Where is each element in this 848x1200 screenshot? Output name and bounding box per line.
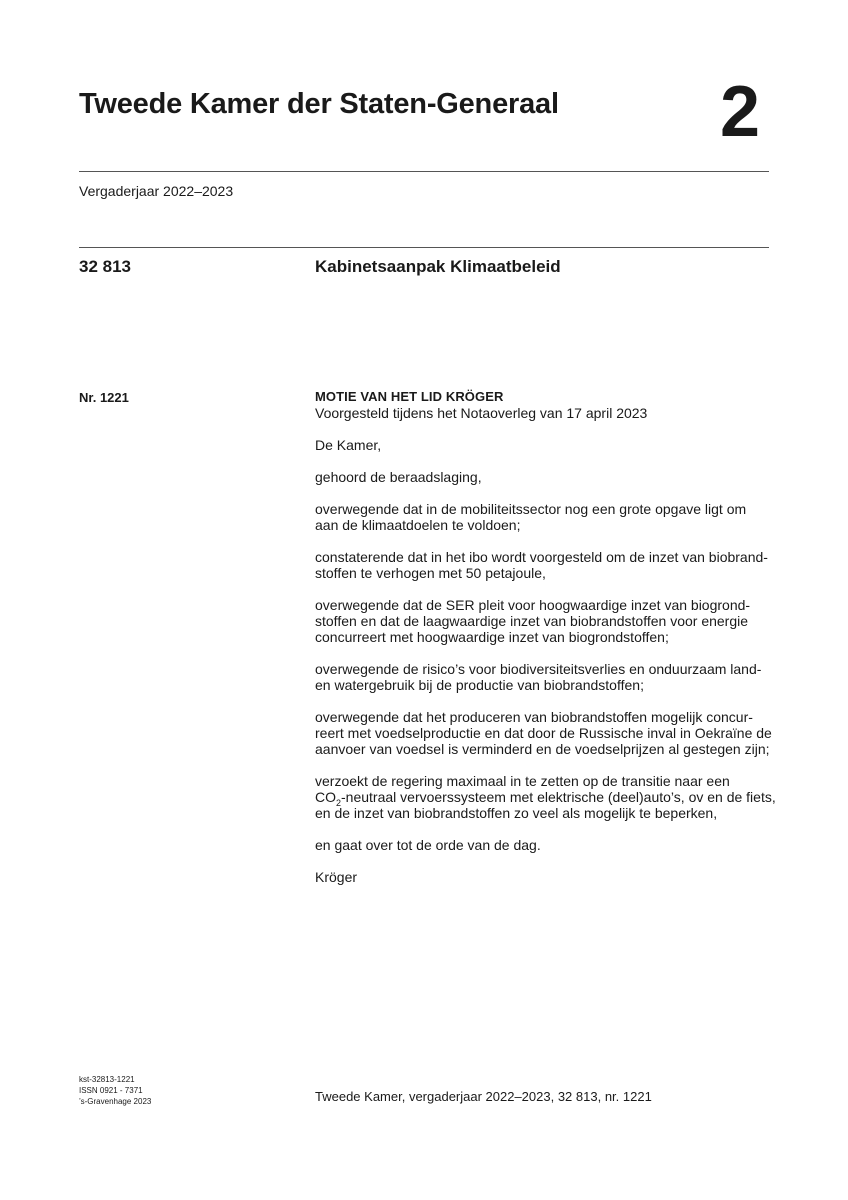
paragraph-line: en watergebruik bij de productie van biobrandstoffen; (315, 677, 644, 693)
divider (79, 247, 769, 248)
paragraph (315, 773, 775, 821)
paragraph-line: stoffen en dat de laagwaardige inzet van biobrandstoffen voor energie (315, 613, 749, 629)
paragraph-line: verzoekt de regering maximaal in te zetten op de transitie naar een (315, 773, 730, 789)
paragraph-line: overwegende de risico’s voor biodiversiteitsverlies en onduurzaam land- (315, 661, 762, 677)
paragraph-line (315, 789, 776, 808)
motion-subheading: Voorgesteld tijdens het Notaoverleg van 17 april 2023 (315, 405, 648, 421)
paragraph (315, 709, 775, 757)
dossier-title: Kabinetsaanpak Klimaatbeleid (315, 257, 561, 276)
dossier-number: 32 813 (79, 257, 131, 276)
chamber-number: 2 (720, 72, 761, 152)
publication-place: ’s-Gravenhage 2023 (79, 1097, 152, 1106)
paragraph-line: overwegende dat het produceren van biobrandstoffen mogelijk concur- (315, 709, 753, 725)
paragraph-line: constaterende dat in het ibo wordt voorgesteld om de inzet van biobrand- (315, 549, 768, 565)
publication-meta (79, 1074, 151, 1107)
paragraph-line: aanvoer van voedsel is verminderd en de voedselprijzen al gestegen zijn; (315, 741, 770, 757)
subscript: 2 (336, 797, 342, 808)
paragraph-line: aan de klimaatdoelen te voldoen; (315, 517, 521, 533)
divider (79, 171, 769, 172)
motion-body (315, 389, 775, 901)
page-footer: Tweede Kamer, vergaderjaar 2022–2023, 32 813, nr. 1221 (315, 1089, 652, 1104)
paragraph-line: overwegende dat de SER pleit voor hoogwaardige inzet van biogrond- (315, 597, 751, 613)
paragraph (315, 661, 775, 693)
paragraph (315, 549, 775, 581)
paragraph (315, 501, 775, 533)
paragraph-line: en de inzet van biobrandstoffen zo veel als mogelijk te beperken, (315, 805, 718, 821)
paragraph-line: overwegende dat in de mobiliteitssector nog een grote opgave ligt om (315, 501, 747, 517)
document-number: Nr. 1221 (79, 390, 129, 405)
co2-text: CO (315, 789, 336, 805)
kst-id: kst-32813-1221 (79, 1075, 135, 1084)
page-title: Tweede Kamer der Staten-Generaal (79, 88, 559, 120)
paragraph: gehoord de beraadslaging, (315, 469, 482, 485)
issn: ISSN 0921 - 7371 (79, 1086, 143, 1095)
session-year: Vergaderjaar 2022–2023 (79, 183, 234, 199)
paragraph-line: concurreert met hoogwaardige inzet van biogrondstoffen; (315, 629, 669, 645)
paragraph-text: -neutraal vervoerssysteem met elektrische (deel)auto’s, ov en de fiets, (341, 789, 776, 805)
closing: en gaat over tot de orde van de dag. (315, 837, 541, 853)
paragraph-line: stoffen te verhogen met 50 petajoule, (315, 565, 546, 581)
signature: Kröger (315, 869, 358, 885)
paragraph (315, 597, 775, 645)
salutation: De Kamer, (315, 437, 382, 453)
motion-heading: MOTIE VAN HET LID KRÖGER (315, 389, 504, 404)
paragraph-line: reert met voedselproductie en dat door de Russische inval in Oekraïne de (315, 725, 772, 741)
